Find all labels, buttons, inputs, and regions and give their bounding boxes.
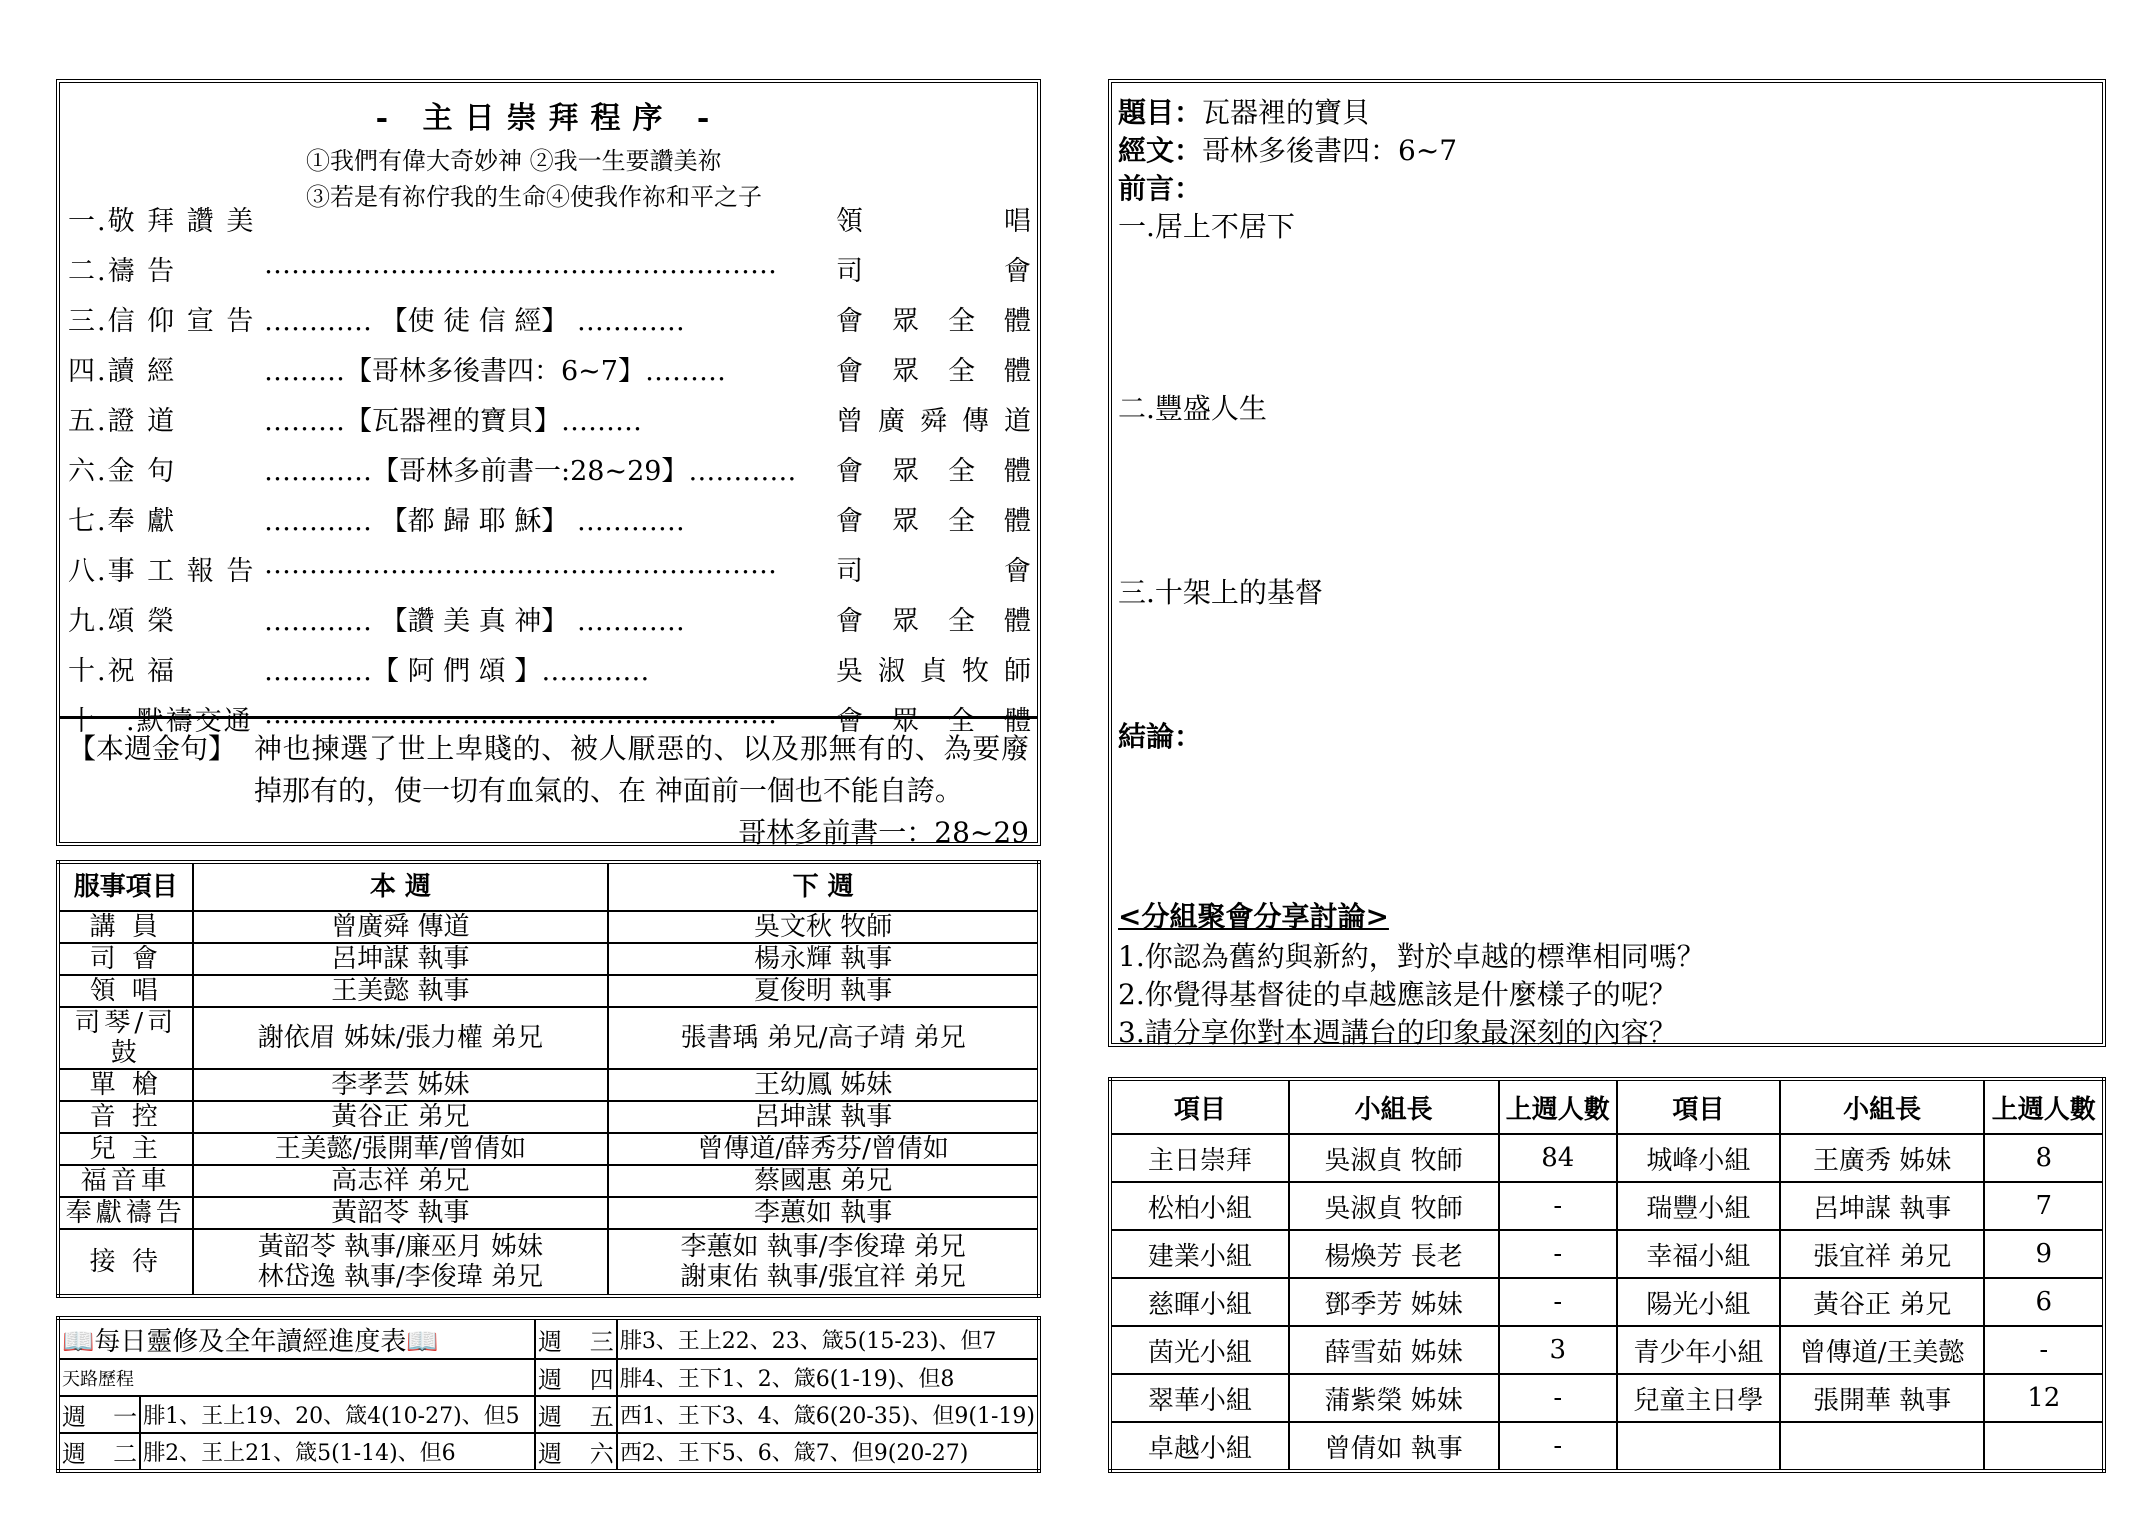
- discussion-question-1: 1.你認為舊約與新約，對於卓越的標準相同嗎？: [1118, 940, 1705, 973]
- group-leader: 王廣秀 姊妹: [1780, 1134, 1985, 1182]
- duty-item: 司 會: [58, 943, 193, 975]
- group-count: 6: [1984, 1278, 2104, 1326]
- order-item: [68, 341, 1031, 391]
- order-item: [68, 391, 1031, 441]
- group-count: -: [1499, 1182, 1617, 1230]
- group-name: 幸福小組: [1617, 1230, 1780, 1278]
- sermon-point-2: 二.豐盛人生: [1118, 392, 1267, 425]
- group-name: 茵光小組: [1110, 1326, 1289, 1374]
- verse-divider: [60, 716, 1037, 719]
- group-attendance-table: [1108, 1077, 2106, 1473]
- group-count: [1984, 1422, 2104, 1471]
- group-count: 8: [1984, 1134, 2104, 1182]
- group-count: 3: [1499, 1326, 1617, 1374]
- group-count: -: [1499, 1230, 1617, 1278]
- order-item-leader: 會 眾 全 體: [836, 456, 1031, 487]
- groups-header-leader: 小組長: [1780, 1079, 1985, 1134]
- duty-header-next-week: 下 週: [608, 862, 1039, 911]
- group-count: -: [1499, 1422, 1617, 1471]
- sermon-scripture-text: 哥林多後書四：6~7: [1202, 134, 1458, 167]
- order-item-name: 五.證 道: [68, 406, 177, 437]
- group-row: [1110, 1182, 2104, 1230]
- group-name: 青少年小組: [1617, 1326, 1780, 1374]
- order-item: [68, 591, 1031, 641]
- group-name: 城峰小組: [1617, 1134, 1780, 1182]
- reading-text: 西2、王下5、6、箴7、但9(20-27): [617, 1433, 1039, 1471]
- duty-next-week: 夏俊明 執事: [608, 975, 1039, 1007]
- order-item-name: 六.金 句: [68, 456, 177, 487]
- discussion-question-3: 3.請分享你對本週講台的印象最深刻的內容？: [1118, 1016, 1677, 1049]
- groups-header-count: 上週人數: [1984, 1079, 2104, 1134]
- group-count: 84: [1499, 1134, 1617, 1182]
- sermon-scripture-label: 經文：: [1118, 134, 1203, 167]
- hymn-line-1: ①我們有偉大奇妙神 ②我一生要讚美祢: [306, 147, 722, 175]
- group-leader: 楊煥芳 長老: [1289, 1230, 1499, 1278]
- sermon-intro-label: 前言：: [1118, 172, 1203, 205]
- reception-name-line: 李蕙如 執事/李俊瑋 弟兄: [680, 1232, 966, 1262]
- reading-text: 腓3、王上22、23、箴5(15-23)、但7: [617, 1318, 1039, 1359]
- order-item-name: 十.祝 福: [68, 656, 177, 687]
- group-name: 陽光小組: [1617, 1278, 1780, 1326]
- duty-item: 福音車: [58, 1165, 193, 1197]
- duty-roster-table: [56, 860, 1041, 1298]
- group-count: 9: [1984, 1230, 2104, 1278]
- sermon-point-3: 三.十架上的基督: [1118, 576, 1323, 609]
- duty-next-week: 李蕙如 執事: [608, 1197, 1039, 1229]
- order-item-leader: 會 眾 全 體: [836, 356, 1031, 387]
- duty-row: [58, 1133, 1039, 1165]
- order-item-leader-dots: ………【瓦器裡的寶貝】………: [264, 406, 642, 437]
- order-item-leader: 領 唱: [836, 206, 1031, 237]
- order-item: [68, 241, 1031, 291]
- duty-header-item: 服事項目: [58, 862, 193, 911]
- duty-row: [58, 943, 1039, 975]
- group-name: 兒童主日學: [1617, 1374, 1780, 1422]
- reading-day: 週 一: [58, 1396, 140, 1433]
- order-item: [68, 291, 1031, 341]
- duty-this-week: 王美懿 執事: [193, 975, 609, 1007]
- reading-day: 週 二: [58, 1433, 140, 1471]
- order-item-leader-dots: ………… 【使 徒 信 經】 …………: [264, 306, 685, 337]
- group-leader: [1780, 1422, 1985, 1471]
- order-item-leader-dots: …………………………………………………: [264, 699, 777, 730]
- sermon-topic-label: 題目：: [1118, 96, 1203, 129]
- order-item-leader-dots: ………… 【讚 美 真 神】 …………: [264, 606, 685, 637]
- duty-row: [58, 911, 1039, 943]
- discussion-question-2: 2.你覺得基督徒的卓越應該是什麼樣子的呢？: [1118, 978, 1677, 1011]
- group-leader: 蒲紫榮 姊妹: [1289, 1374, 1499, 1422]
- group-name: 翠華小組: [1110, 1374, 1289, 1422]
- reception-name-line: 謝東佑 執事/張宜祥 弟兄: [680, 1262, 966, 1292]
- weekly-verse-reference: 哥林多前書一：28~29: [738, 816, 1029, 849]
- sermon-topic: [1118, 91, 1370, 131]
- reading-day: 週 四: [535, 1359, 617, 1396]
- order-item-name: 二.禱 告: [68, 256, 177, 287]
- group-row: [1110, 1374, 2104, 1422]
- reading-source: 天路歷程: [58, 1359, 535, 1396]
- group-leader: 張宜祥 弟兄: [1780, 1230, 1985, 1278]
- duty-this-week: 黃谷正 弟兄: [193, 1101, 609, 1133]
- reading-text: 腓2、王上21、箴5(1-14)、但6: [140, 1433, 535, 1471]
- duty-row: [58, 1197, 1039, 1229]
- group-leader: 吳淑貞 牧師: [1289, 1134, 1499, 1182]
- duty-item: 兒 主: [58, 1133, 193, 1165]
- reading-plan-title: 📖每日靈修及全年讀經進度表📖: [58, 1318, 535, 1359]
- sermon-topic-text: 瓦器裡的寶貝: [1202, 96, 1371, 129]
- duty-this-week: 王美懿/張開華/曾倩如: [193, 1133, 609, 1165]
- group-count: -: [1499, 1374, 1617, 1422]
- group-name: 主日崇拜: [1110, 1134, 1289, 1182]
- worship-order-panel: [56, 79, 1041, 849]
- duty-this-week: 黃韶苓 執事: [193, 1197, 609, 1229]
- duty-row: [58, 1069, 1039, 1101]
- duty-next-week: 張書瑀 弟兄/高子靖 弟兄: [608, 1007, 1039, 1069]
- reading-text: 腓1、王上19、20、箴4(10-27)、但5: [140, 1396, 535, 1433]
- duty-reception-this-week: [193, 1229, 609, 1296]
- group-count: -: [1499, 1278, 1617, 1326]
- order-item-leader-dots: …………【 阿 們 頌 】…………: [264, 656, 650, 687]
- order-item-name: 九.頌 榮: [68, 606, 177, 637]
- group-name: 松柏小組: [1110, 1182, 1289, 1230]
- group-count: 12: [1984, 1374, 2104, 1422]
- reading-day: 週 三: [535, 1318, 617, 1359]
- duty-next-week: 蔡國惠 弟兄: [608, 1165, 1039, 1197]
- group-leader: 呂坤謀 執事: [1780, 1182, 1985, 1230]
- worship-order-title: - 主日崇拜程序 -: [375, 101, 722, 136]
- group-leader: 張開華 執事: [1780, 1374, 1985, 1422]
- duty-next-week: 吳文秋 牧師: [608, 911, 1039, 943]
- duty-item: 奉獻禱告: [58, 1197, 193, 1229]
- group-row: [1110, 1422, 2104, 1471]
- duty-this-week: 曾廣舜 傳道: [193, 911, 609, 943]
- order-item-leader-dots: ………【哥林多後書四：6~7】………: [264, 356, 726, 387]
- reading-plan-table: [56, 1316, 1041, 1473]
- order-item-leader: 曾 廣 舜 傳 道: [836, 406, 1031, 437]
- reading-day: 週 五: [535, 1396, 617, 1433]
- order-item-leader: 吳 淑 貞 牧 師: [836, 656, 1031, 687]
- reading-text: 腓4、王下1、2、箴6(1-19)、但8: [617, 1359, 1039, 1396]
- discussion-title: <分組聚會分享討論>: [1118, 900, 1389, 933]
- order-item: [68, 491, 1031, 541]
- order-item-leader-dots: ………… 【都 歸 耶 穌】 …………: [264, 506, 685, 537]
- hymn-line-2: ③若是有祢佇我的生命④使我作祢和平之子: [306, 183, 762, 211]
- weekly-verse-text: 神也揀選了世上卑賤的、被人厭惡的、以及那無有的、為要廢掉那有的，使一切有血氣的、在 神面前一個也不能自誇。: [254, 732, 1029, 807]
- order-item-leader: 會 眾 全 體: [836, 706, 1031, 737]
- group-row: [1110, 1278, 2104, 1326]
- group-name: [1617, 1422, 1780, 1471]
- group-leader: 曾倩如 執事: [1289, 1422, 1499, 1471]
- duty-item: 接 待: [58, 1229, 193, 1296]
- groups-header-item: 項目: [1617, 1079, 1780, 1134]
- order-item-leader-dots: …………【哥林多前書一:28~29】…………: [264, 456, 797, 487]
- duty-item: 講 員: [58, 911, 193, 943]
- reception-name-line: 黃韶苓 執事/廉巫月 姊妹: [257, 1232, 544, 1262]
- duty-next-week: 楊永輝 執事: [608, 943, 1039, 975]
- groups-header-count: 上週人數: [1499, 1079, 1617, 1134]
- order-item: [68, 641, 1031, 691]
- group-leader: 鄧季芳 姊妹: [1289, 1278, 1499, 1326]
- reception-name-line: 林岱逸 執事/李俊瑋 弟兄: [257, 1262, 544, 1292]
- duty-header-this-week: 本 週: [193, 862, 609, 911]
- order-item-name: 一.敬 拜 讚 美: [68, 206, 256, 237]
- duty-item: 司琴/司鼓: [58, 1007, 193, 1069]
- reading-day: 週 六: [535, 1433, 617, 1471]
- duty-row-reception: [58, 1229, 1039, 1296]
- reading-text: 西1、王下3、4、箴6(20-35)、但9(1-19): [617, 1396, 1039, 1433]
- order-item-name: 三.信 仰 宣 告: [68, 306, 256, 337]
- order-item-name: 四.讀 經: [68, 356, 177, 387]
- group-row: [1110, 1326, 2104, 1374]
- duty-this-week: 李孝芸 姊妹: [193, 1069, 609, 1101]
- order-item-leader: 司 會: [836, 556, 1031, 587]
- group-name: 卓越小組: [1110, 1422, 1289, 1471]
- duty-this-week: 呂坤謀 執事: [193, 943, 609, 975]
- group-count: -: [1984, 1326, 2104, 1374]
- order-item-leader-dots: …………………………………………………: [264, 549, 777, 580]
- sermon-scripture: [1118, 129, 1457, 169]
- sermon-notes-panel: [1108, 79, 2106, 1047]
- group-row: [1110, 1230, 2104, 1278]
- order-item-leader: 會 眾 全 體: [836, 606, 1031, 637]
- duty-item: 音 控: [58, 1101, 193, 1133]
- weekly-verse-label: 【本週金句】: [68, 732, 237, 765]
- duty-this-week: 謝依眉 姊妹/張力權 弟兄: [193, 1007, 609, 1069]
- order-item: [68, 191, 1031, 241]
- sermon-point-1: 一.居上不居下: [1118, 210, 1295, 243]
- order-item-name: 七.奉 獻: [68, 506, 177, 537]
- order-item-name: 八.事 工 報 告: [68, 556, 256, 587]
- group-leader: 曾傳道/王美懿: [1780, 1326, 1985, 1374]
- duty-next-week: 呂坤謀 執事: [608, 1101, 1039, 1133]
- duty-reception-next-week: [608, 1229, 1039, 1296]
- duty-this-week: 高志祥 弟兄: [193, 1165, 609, 1197]
- order-item-leader: 司 會: [836, 256, 1031, 287]
- duty-item: 領 唱: [58, 975, 193, 1007]
- group-name: 慈暉小組: [1110, 1278, 1289, 1326]
- duty-next-week: 王幼鳳 姊妹: [608, 1069, 1039, 1101]
- duty-item: 單 槍: [58, 1069, 193, 1101]
- group-name: 瑞豐小組: [1617, 1182, 1780, 1230]
- groups-header-item: 項目: [1110, 1079, 1289, 1134]
- sermon-conclusion-label: 結論：: [1118, 720, 1203, 753]
- order-item-name: 十一.默禱交通: [68, 706, 253, 737]
- group-leader: 黃谷正 弟兄: [1780, 1278, 1985, 1326]
- group-leader: 薛雪茹 姊妹: [1289, 1326, 1499, 1374]
- order-item-leader: 會 眾 全 體: [836, 506, 1031, 537]
- order-item: [68, 441, 1031, 491]
- duty-row: [58, 975, 1039, 1007]
- duty-row: [58, 1007, 1039, 1069]
- order-item-leader-dots: …………………………………………………: [264, 249, 777, 280]
- order-item-leader: 會 眾 全 體: [836, 306, 1031, 337]
- order-item: [68, 541, 1031, 591]
- group-row: [1110, 1134, 2104, 1182]
- group-leader: 吳淑貞 牧師: [1289, 1182, 1499, 1230]
- groups-header-leader: 小組長: [1289, 1079, 1499, 1134]
- duty-row: [58, 1165, 1039, 1197]
- duty-next-week: 曾傳道/薛秀芬/曾倩如: [608, 1133, 1039, 1165]
- duty-row: [58, 1101, 1039, 1133]
- group-count: 7: [1984, 1182, 2104, 1230]
- group-name: 建業小組: [1110, 1230, 1289, 1278]
